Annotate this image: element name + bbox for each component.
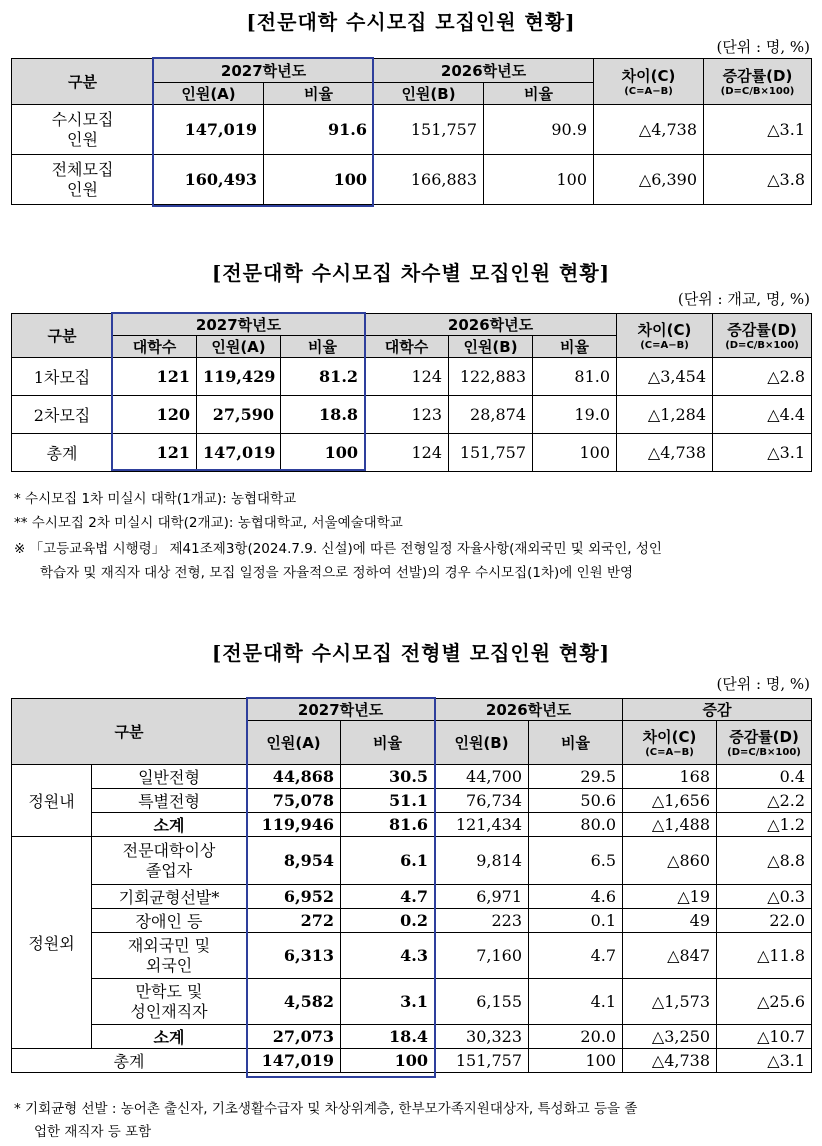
cell-d: 0.4 bbox=[717, 765, 812, 789]
col-diff: 차이(C) (C=A−B) bbox=[617, 314, 713, 358]
cell-ar: 100 bbox=[281, 434, 365, 472]
cell-ar: 18.8 bbox=[281, 396, 365, 434]
col-inA: 인원(A) bbox=[247, 721, 341, 765]
cell-u2: 123 bbox=[365, 396, 449, 434]
cell-c: △1,488 bbox=[623, 813, 717, 837]
cell-d: 22.0 bbox=[717, 909, 812, 933]
row-label: 만학도 및 성인재직자 bbox=[92, 979, 247, 1025]
col-gubun: 구분 bbox=[12, 314, 113, 358]
cell-br: 4.1 bbox=[529, 979, 623, 1025]
cell-b: 122,883 bbox=[449, 358, 533, 396]
col-inA: 인원(A) bbox=[197, 336, 281, 358]
cell-br: 100 bbox=[533, 434, 617, 472]
table-row bbox=[12, 105, 812, 155]
cell-ar: 81.2 bbox=[281, 358, 365, 396]
row-label: 재외국민 및 외국인 bbox=[92, 933, 247, 979]
cell-a: 272 bbox=[247, 909, 341, 933]
table-row bbox=[12, 396, 812, 434]
cell-d: △3.1 bbox=[717, 1049, 812, 1073]
col-univB: 대학수 bbox=[365, 336, 449, 358]
cell-d: △3.8 bbox=[704, 155, 812, 205]
cell-br: 0.1 bbox=[529, 909, 623, 933]
cell-ar: 30.5 bbox=[341, 765, 435, 789]
col-rate: 증감률(D) (D=C/B×100) bbox=[713, 314, 812, 358]
table-row bbox=[12, 813, 812, 837]
cell-b: 151,757 bbox=[435, 1049, 529, 1073]
cell-ar: 4.3 bbox=[341, 933, 435, 979]
table-row bbox=[12, 358, 812, 396]
cell-br: 100 bbox=[529, 1049, 623, 1073]
table-row bbox=[12, 1049, 812, 1073]
table3-unit: (단위 : 명, %) bbox=[716, 675, 810, 693]
col-ratioA: 비율 bbox=[264, 83, 374, 105]
col-univA: 대학수 bbox=[113, 336, 197, 358]
cell-a: 160,493 bbox=[154, 155, 264, 205]
cell-d: △10.7 bbox=[717, 1025, 812, 1049]
cell-ar: 4.7 bbox=[341, 885, 435, 909]
row-label: 1차모집 bbox=[12, 358, 113, 396]
table1-unit: (단위 : 명, %) bbox=[716, 38, 810, 56]
cell-br: 80.0 bbox=[529, 813, 623, 837]
table3 bbox=[11, 698, 812, 1073]
group-label-out: 정원외 bbox=[12, 837, 92, 1049]
cell-a: 119,946 bbox=[247, 813, 341, 837]
cell-a: 8,954 bbox=[247, 837, 341, 885]
cell-c: △4,738 bbox=[594, 105, 704, 155]
col-rate: 증감률(D) (D=C/B×100) bbox=[717, 721, 812, 765]
table-row bbox=[12, 434, 812, 472]
row-label: 특별전형 bbox=[92, 789, 247, 813]
col-2026: 2026학년도 bbox=[374, 59, 594, 83]
cell-ar: 18.4 bbox=[341, 1025, 435, 1049]
table-row bbox=[12, 933, 812, 979]
cell-c: △1,656 bbox=[623, 789, 717, 813]
cell-c: △4,738 bbox=[617, 434, 713, 472]
footnote: * 수시모집 1차 미실시 대학(1개교): 농협대학교 bbox=[14, 491, 297, 507]
table2-title: [전문대학 수시모집 차수별 모집인원 현황] bbox=[211, 261, 611, 285]
col-rate: 증감률(D) (D=C/B×100) bbox=[704, 59, 812, 105]
cell-a: 27,590 bbox=[197, 396, 281, 434]
cell-ar: 100 bbox=[264, 155, 374, 205]
cell-b: 9,814 bbox=[435, 837, 529, 885]
cell-br: 19.0 bbox=[533, 396, 617, 434]
cell-br: 90.9 bbox=[484, 105, 594, 155]
cell-c: △1,573 bbox=[623, 979, 717, 1025]
col-diff: 차이(C) (C=A−B) bbox=[594, 59, 704, 105]
cell-b: 6,971 bbox=[435, 885, 529, 909]
cell-ar: 51.1 bbox=[341, 789, 435, 813]
col-gubun: 구분 bbox=[12, 699, 247, 765]
row-label: 일반전형 bbox=[92, 765, 247, 789]
col-inA: 인원(A) bbox=[154, 83, 264, 105]
cell-ar: 81.6 bbox=[341, 813, 435, 837]
cell-d: △11.8 bbox=[717, 933, 812, 979]
cell-d: △2.2 bbox=[717, 789, 812, 813]
cell-br: 81.0 bbox=[533, 358, 617, 396]
table3-title: [전문대학 수시모집 전형별 모집인원 현황] bbox=[211, 641, 611, 665]
group-label-in: 정원내 bbox=[12, 765, 92, 837]
cell-c: △19 bbox=[623, 885, 717, 909]
cell-a: 147,019 bbox=[247, 1049, 341, 1073]
cell-a: 27,073 bbox=[247, 1025, 341, 1049]
cell-ar: 91.6 bbox=[264, 105, 374, 155]
cell-b: 166,883 bbox=[374, 155, 484, 205]
table-row bbox=[12, 789, 812, 813]
cell-c: △6,390 bbox=[594, 155, 704, 205]
row-label: 기회균형선발* bbox=[92, 885, 247, 909]
cell-br: 20.0 bbox=[529, 1025, 623, 1049]
col-2027: 2027학년도 bbox=[154, 59, 374, 83]
cell-b: 151,757 bbox=[449, 434, 533, 472]
cell-d: △0.3 bbox=[717, 885, 812, 909]
table-row bbox=[12, 765, 812, 789]
table-row bbox=[12, 979, 812, 1025]
col-inB: 인원(B) bbox=[374, 83, 484, 105]
cell-b: 6,155 bbox=[435, 979, 529, 1025]
cell-u1: 121 bbox=[113, 434, 197, 472]
cell-c: 168 bbox=[623, 765, 717, 789]
col-inB: 인원(B) bbox=[435, 721, 529, 765]
cell-b: 44,700 bbox=[435, 765, 529, 789]
table-row bbox=[12, 1025, 812, 1049]
col-2027: 2027학년도 bbox=[113, 314, 365, 336]
cell-ar: 100 bbox=[341, 1049, 435, 1073]
footnote: * 기회균형 선발 : 농어촌 출신자, 기초생활수급자 및 차상위계층, 한부모가족지원대상자, 특성화고 등을 졸 bbox=[14, 1101, 638, 1117]
cell-c: △4,738 bbox=[623, 1049, 717, 1073]
col-ratioB: 비율 bbox=[484, 83, 594, 105]
cell-c: △1,284 bbox=[617, 396, 713, 434]
table-row bbox=[12, 885, 812, 909]
cell-a: 6,313 bbox=[247, 933, 341, 979]
cell-d: △4.4 bbox=[713, 396, 812, 434]
cell-c: △860 bbox=[623, 837, 717, 885]
table-row bbox=[12, 909, 812, 933]
cell-b: 28,874 bbox=[449, 396, 533, 434]
cell-c: △3,454 bbox=[617, 358, 713, 396]
cell-b: 76,734 bbox=[435, 789, 529, 813]
col-diff: 차이(C) (C=A−B) bbox=[623, 721, 717, 765]
row-label: 수시모집 인원 bbox=[12, 105, 154, 155]
cell-a: 44,868 bbox=[247, 765, 341, 789]
table1-title: [전문대학 수시모집 모집인원 현황] bbox=[246, 10, 576, 34]
cell-br: 50.6 bbox=[529, 789, 623, 813]
col-2026: 2026학년도 bbox=[365, 314, 617, 336]
row-label: 소계 bbox=[92, 1025, 247, 1049]
row-label: 장애인 등 bbox=[92, 909, 247, 933]
cell-ar: 0.2 bbox=[341, 909, 435, 933]
cell-d: △8.8 bbox=[717, 837, 812, 885]
cell-d: △3.1 bbox=[713, 434, 812, 472]
cell-b: 151,757 bbox=[374, 105, 484, 155]
cell-ar: 3.1 bbox=[341, 979, 435, 1025]
cell-c: △3,250 bbox=[623, 1025, 717, 1049]
col-change: 증감 bbox=[623, 699, 812, 721]
footnote: 업한 재직자 등 포함 bbox=[34, 1124, 152, 1140]
cell-d: △2.8 bbox=[713, 358, 812, 396]
row-label: 2차모집 bbox=[12, 396, 113, 434]
cell-a: 4,582 bbox=[247, 979, 341, 1025]
table2-unit: (단위 : 개교, 명, %) bbox=[677, 290, 810, 308]
cell-br: 6.5 bbox=[529, 837, 623, 885]
cell-u2: 124 bbox=[365, 358, 449, 396]
cell-br: 29.5 bbox=[529, 765, 623, 789]
footnote: ** 수시모집 2차 미실시 대학(2개교): 농협대학교, 서울예술대학교 bbox=[14, 515, 403, 531]
cell-u1: 120 bbox=[113, 396, 197, 434]
col-ratioA: 비율 bbox=[281, 336, 365, 358]
cell-d: △3.1 bbox=[704, 105, 812, 155]
table-row bbox=[12, 837, 812, 885]
col-inB: 인원(B) bbox=[449, 336, 533, 358]
row-label: 총계 bbox=[12, 434, 113, 472]
cell-b: 30,323 bbox=[435, 1025, 529, 1049]
row-label: 전체모집 인원 bbox=[12, 155, 154, 205]
cell-a: 75,078 bbox=[247, 789, 341, 813]
footnote: ※ 「고등교육법 시행령」 제41조제3항(2024.7.9. 신설)에 따른 전형일정 자율사항(재외국민 및 외국인, 성인 bbox=[14, 541, 662, 557]
table2 bbox=[11, 313, 812, 472]
cell-a: 147,019 bbox=[154, 105, 264, 155]
cell-b: 7,160 bbox=[435, 933, 529, 979]
table1 bbox=[11, 58, 812, 205]
row-label: 소계 bbox=[92, 813, 247, 837]
cell-br: 4.6 bbox=[529, 885, 623, 909]
col-2026: 2026학년도 bbox=[435, 699, 623, 721]
col-ratioB: 비율 bbox=[533, 336, 617, 358]
col-2027: 2027학년도 bbox=[247, 699, 435, 721]
row-label-total: 총계 bbox=[12, 1049, 247, 1073]
cell-u2: 124 bbox=[365, 434, 449, 472]
cell-u1: 121 bbox=[113, 358, 197, 396]
table-row bbox=[12, 155, 812, 205]
cell-br: 4.7 bbox=[529, 933, 623, 979]
cell-c: 49 bbox=[623, 909, 717, 933]
cell-br: 100 bbox=[484, 155, 594, 205]
cell-b: 121,434 bbox=[435, 813, 529, 837]
cell-d: △1.2 bbox=[717, 813, 812, 837]
cell-d: △25.6 bbox=[717, 979, 812, 1025]
cell-a: 119,429 bbox=[197, 358, 281, 396]
cell-a: 147,019 bbox=[197, 434, 281, 472]
cell-ar: 6.1 bbox=[341, 837, 435, 885]
footnote: 학습자 및 재직자 대상 전형, 모집 일정을 자율적으로 정하여 선발)의 경우 수시모집(1차)에 인원 반영 bbox=[40, 565, 634, 581]
cell-a: 6,952 bbox=[247, 885, 341, 909]
col-ratioA: 비율 bbox=[341, 721, 435, 765]
cell-c: △847 bbox=[623, 933, 717, 979]
row-label: 전문대학이상 졸업자 bbox=[92, 837, 247, 885]
col-gubun: 구분 bbox=[12, 59, 154, 105]
cell-b: 223 bbox=[435, 909, 529, 933]
col-ratioB: 비율 bbox=[529, 721, 623, 765]
